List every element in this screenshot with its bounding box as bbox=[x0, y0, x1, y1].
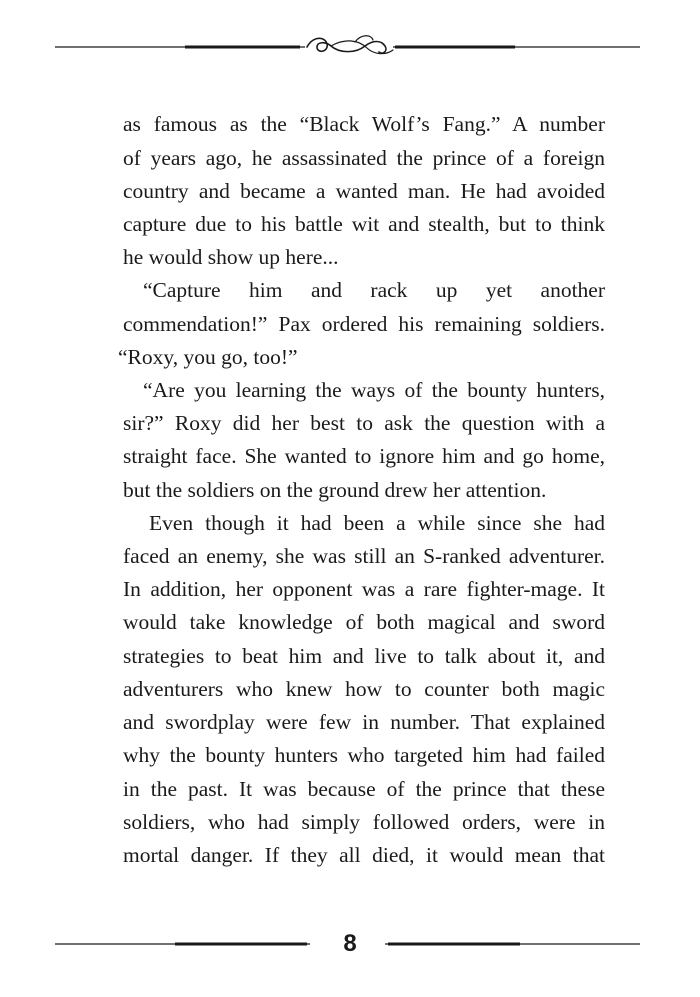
text-line: soldiers, who had simply followed orders, were in bbox=[123, 810, 605, 834]
page-number: 8 bbox=[343, 930, 357, 957]
flourish-ornament-icon bbox=[55, 28, 640, 68]
text-line: but the soldiers on the ground drew her attention. bbox=[123, 478, 547, 502]
text-line: country and became a wanted man. He had avoided bbox=[123, 179, 605, 203]
text-line: commendation!” Pax ordered his remaining soldiers. bbox=[123, 312, 605, 336]
text-line: of years ago, he assassinated the prince of a foreign bbox=[123, 146, 605, 170]
text-line: faced an enemy, she was still an S-ranked adventurer. bbox=[123, 544, 605, 568]
text-line: adventurers who knew how to counter both magic bbox=[123, 677, 605, 701]
text-line: “Roxy, you go, too!” bbox=[118, 345, 298, 369]
text-line: in the past. It was because of the prince that these bbox=[123, 777, 605, 801]
text-line: capture due to his battle wit and stealth, but to think bbox=[123, 212, 605, 236]
text-line: strategies to beat him and live to talk about it, and bbox=[123, 644, 605, 668]
text-line: would take knowledge of both magical and sword bbox=[123, 610, 605, 634]
text-line: In addition, her opponent was a rare fighter-mage. It bbox=[123, 577, 605, 601]
text-line: as famous as the “Black Wolf’s Fang.” A number bbox=[123, 112, 605, 136]
text-line: “Are you learning the ways of the bounty hunters, bbox=[143, 378, 605, 402]
text-line: Even though it had been a while since she had bbox=[149, 511, 605, 535]
text-line: and swordplay were few in number. That explained bbox=[123, 710, 605, 734]
text-line: he would show up here... bbox=[123, 245, 339, 269]
text-line: “Capture him and rack up yet another bbox=[143, 278, 605, 302]
text-line: straight face. She wanted to ignore him and go home, bbox=[123, 444, 605, 468]
text-line: why the bounty hunters who targeted him had failed bbox=[123, 743, 605, 767]
text-line: mortal danger. If they all died, it would mean that bbox=[123, 843, 605, 867]
text-line: sir?” Roxy did her best to ask the question with a bbox=[123, 411, 605, 435]
